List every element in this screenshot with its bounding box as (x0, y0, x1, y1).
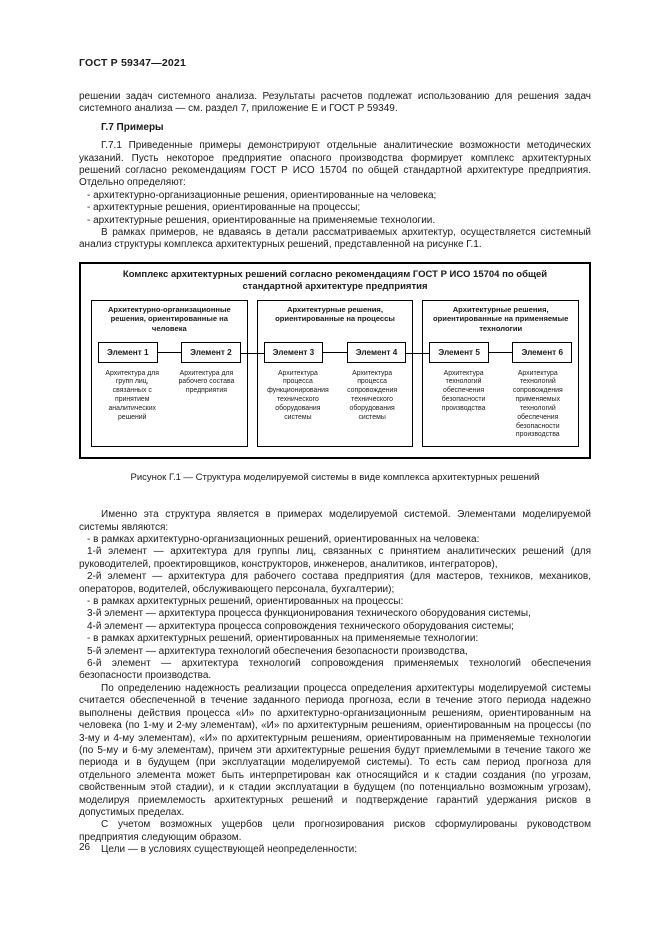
section-heading: Г.7 Примеры (101, 121, 164, 133)
list-item: - архитектурные решения, ориентированные на процессы; (87, 202, 361, 214)
figure-caption: Рисунок Г.1 — Структура моделируемой системы в виде комплекса архитектурных решений (130, 472, 540, 484)
paragraph: Именно эта структура является в примерах моделируемой системой. Элементами моделируемой системы являются: (79, 509, 591, 533)
paragraph: Г.7.1 Приведенные примеры демонстрируют отдельные аналитические возможности методических указаний. Пусть некоторое предприятие опасного производства формирует комплекс архитектурных решений согласно рекомендациям ГОСТ Р ИСО 15704 по общей стандартной архитектуре предприятия. Отдельно определяют: (79, 140, 591, 189)
connector-line (323, 352, 347, 353)
element-2-description: Архитектура для рабочего состава предприятия (178, 369, 235, 395)
paragraph: Цели — в условиях существующей неопределенности: (101, 844, 358, 856)
list-item: - в рамках архитектурных решений, ориентированных на процессы: (87, 596, 404, 608)
element-5-description: Архитектура технологий обеспечения безопасности производства (441, 369, 486, 412)
group-header: Архитектурные решения, ориентированные на применяемые технологии (433, 304, 569, 334)
connector-line (158, 352, 182, 353)
connector-line (489, 352, 513, 353)
paragraph: решении задач системного анализа. Результаты расчетов подлежат использованию для решения задач системного анализа — см. раздел 7, приложение Е и ГОСТ Р 59349. (79, 91, 591, 115)
paragraph: По определению надежность реализации процесса определения архитектуры моделируемой системы считается обеспеченной в течение заданного периода прогноза, если в течение этого периода надежно выполнены действия процесса «И» по архитектурно-организационным решениям, ориентированным на человека (по 1-му и 2-му элементам), «И» по архитектурным решениям, ориентированным на процессы (по 3-му и 4-му элементам), «И» по архитектурным решениям, ориентированным на применяемые технологии (по 5-му и 6-му элементам), причем эти архитектурные решения будут приемлемыми в течение такого же периода и в будущем (при эксплуатации моделируемой системы). То есть сам период прогноза для отдельного элемента может быть интерпретирован как относящийся и к стадии создания (по угрозам, свойственным этой стадии), и к стадии эксплуатации в будущем (по потенциально возможным угрозам), моделируя приемлемость архитектурных решений и подтверждение гарантий удержания рисков в допустимых пределах. (79, 682, 591, 818)
document-number-header: ГОСТ Р 59347—2021 (79, 57, 187, 69)
page-content (79, 57, 591, 857)
list-item: - в рамках архитектурных решений, ориентированных на применяемые технологии: (87, 633, 479, 645)
list-item: 3-й элемент — архитектура процесса функционирования технического оборудования системы, (87, 608, 531, 620)
element-descriptions (429, 370, 572, 441)
figure-groups-row (81, 300, 589, 458)
list-item: 6-й элемент — архитектура технологий сопровождения применяемых технологий обеспечения безопасности производства. (79, 658, 591, 682)
paragraph: С учетом возможных ущербов цели прогнозирования рисков сформулированы руководством предприятия следующим образом. (79, 819, 591, 843)
group-process-oriented (257, 300, 414, 448)
list-item: - в рамках архитектурно-организационных решений, ориентированных на человека: (87, 534, 480, 545)
element-3-description: Архитектура процесса функционирования технического оборудования системы (267, 369, 329, 421)
group-header: Архитектурные решения, ориентированные на процессы (275, 304, 395, 324)
element-2-box: Элемент 2 (181, 342, 241, 363)
element-1-description: Архитектура для групп лиц, связанных с принятием аналитических решений (105, 369, 160, 421)
cross-group-connector-line (238, 353, 266, 354)
paragraph: В рамках примеров, не вдаваясь в детали рассматриваемых архитектур, осуществляется системный анализ структуры комплекса архитектурных решений, представленной на рисунке Г.1. (79, 227, 591, 251)
group-human-oriented (91, 300, 248, 448)
list-item: 5-й элемент — архитектура технологий обеспечения безопасности производства, (87, 645, 468, 657)
element-1-box: Элемент 1 (98, 342, 158, 363)
group-technology-oriented (422, 300, 579, 448)
list-item: 2-й элемент — архитектура для рабочего состава предприятия (для мастеров, техников, механиков, операторов, водителей, обслуживающего персонала, бухгалтерии); (79, 571, 591, 595)
elements-row (98, 341, 241, 365)
element-6-box: Элемент 6 (512, 342, 572, 363)
figure-diagram-title: Комплекс архитектурных решений согласно рекомендациям ГОСТ Р ИСО 15704 по общей стандартной архитектуре предприятия (122, 268, 548, 293)
elements-row (429, 341, 572, 365)
element-descriptions (264, 370, 407, 423)
element-3-box: Элемент 3 (264, 342, 324, 363)
element-descriptions (98, 370, 241, 423)
list-item: 1-й элемент — архитектура для группы лиц, связанных с принятием аналитических решений (для руководителей, проектировщиков, конструкторов, инженеров, аналитиков, интеграторов), (79, 546, 591, 570)
group-header: Архитектурно-организационные решения, ориентированные на человека (107, 304, 231, 334)
list-item: - архитектурно-организационные решения, ориентированные на человека; (87, 189, 437, 201)
elements-row (264, 341, 407, 365)
element-5-box: Элемент 5 (429, 342, 489, 363)
figure-g1-diagram (79, 262, 591, 459)
list-item: 4-й элемент — архитектура процесса сопровождения технического оборудования системы; (87, 620, 514, 632)
element-4-description: Архитектура процесса сопровождения технического оборудования системы (347, 369, 398, 421)
element-6-description: Архитектура технологий сопровождения применяемых технологий обеспечения безопасности производства (512, 369, 563, 439)
element-4-box: Элемент 4 (347, 342, 407, 363)
cross-group-connector-line (404, 353, 432, 354)
list-item: - архитектурные решения, ориентированные на применяемые технологии. (87, 214, 436, 226)
page-number: 26 (79, 842, 91, 853)
